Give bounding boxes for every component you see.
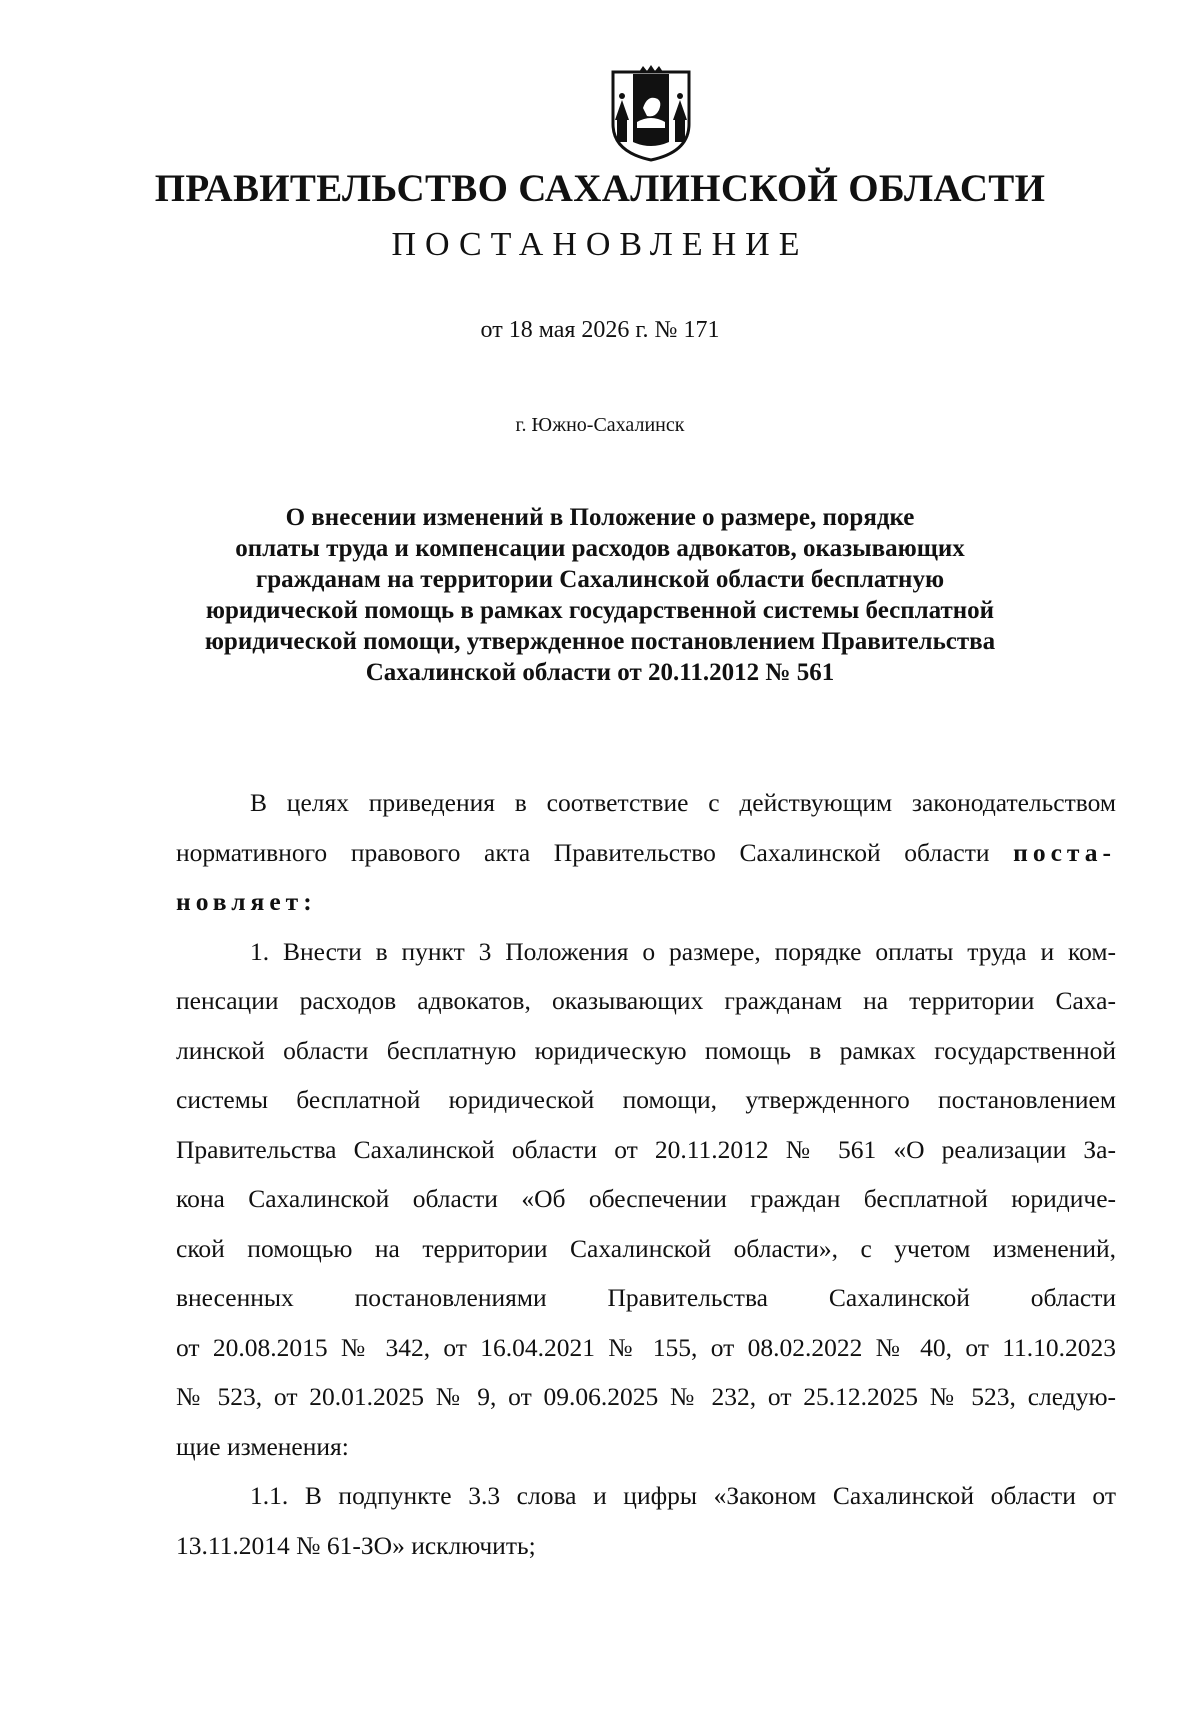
government-title: ПРАВИТЕЛЬСТВО САХАЛИНСКОЙ ОБЛАСТИ <box>154 167 1046 210</box>
body-line: от 20.08.2015 № 342, от 16.04.2021 № 155, от 08.02.2022 № 40, от 11.10.2023 <box>176 1332 1116 1362</box>
body-line: В целях приведения в соответствие с действующим законодательством <box>250 788 1116 817</box>
document-type: ПОСТАНОВЛЕНИЕ <box>391 226 809 263</box>
resolves-word: поста- <box>1013 837 1117 867</box>
subject-line: оплаты труда и компенсации расходов адвокатов, оказывающих <box>235 535 965 562</box>
body-line: линской области бесплатную юридическую помощь в рамках государственной <box>176 1035 1116 1065</box>
body-line: № 523, от 20.01.2025 № 9, от 09.06.2025 № 232, от 25.12.2025 № 523, следую- <box>176 1382 1116 1411</box>
coat-of-arms-icon <box>603 62 699 162</box>
subject-line: юридической помощь в рамках государственной системы бесплатной <box>205 597 995 624</box>
body-line: внесенных постановлениями Правительства Сахалинской области <box>176 1283 1116 1312</box>
body-line: 1. Внести в пункт 3 Положения о размере, порядке оплаты труда и ком- <box>250 936 1116 966</box>
body-line: системы бесплатной юридической помощи, утвержденного постановлением <box>176 1085 1116 1114</box>
document-date-number: от 18 мая 2026 г. № 171 <box>480 317 720 343</box>
body-line: кона Сахалинской области «Об обеспечении граждан бесплатной юридиче- <box>176 1184 1116 1213</box>
subject-line: О внесении изменений в Положение о размере, порядке <box>285 504 915 531</box>
document-subject <box>150 502 1050 688</box>
body-line: 13.11.2014 № 61-ЗО» исключить; <box>176 1530 536 1560</box>
body-line: щие изменения: <box>176 1431 349 1461</box>
preamble-text: нормативного правового акта Правительство Сахалинской области <box>176 837 990 867</box>
document-body <box>176 778 1116 1570</box>
subject-line: гражданам на территории Сахалинской области бесплатную <box>255 566 945 593</box>
body-line: Правительства Сахалинской области от 20.11.2012 № 561 «О реализации За- <box>176 1134 1116 1164</box>
body-line <box>176 828 1116 878</box>
body-line: 1.1. В подпункте 3.3 слова и цифры «Законом Сахалинской области от <box>250 1481 1116 1510</box>
body-line: ской помощью на территории Сахалинской области», с учетом изменений, <box>176 1233 1116 1263</box>
subject-line: юридической помощи, утвержденное постановлением Правительства <box>204 628 996 655</box>
subject-line: Сахалинской области от 20.11.2012 № 561 <box>365 659 835 686</box>
resolves-word-end: новляет: <box>176 887 317 916</box>
body-line: пенсации расходов адвокатов, оказывающих гражданам на территории Саха- <box>176 986 1116 1015</box>
body-line <box>176 877 1116 927</box>
document-city: г. Южно-Сахалинск <box>515 414 685 436</box>
